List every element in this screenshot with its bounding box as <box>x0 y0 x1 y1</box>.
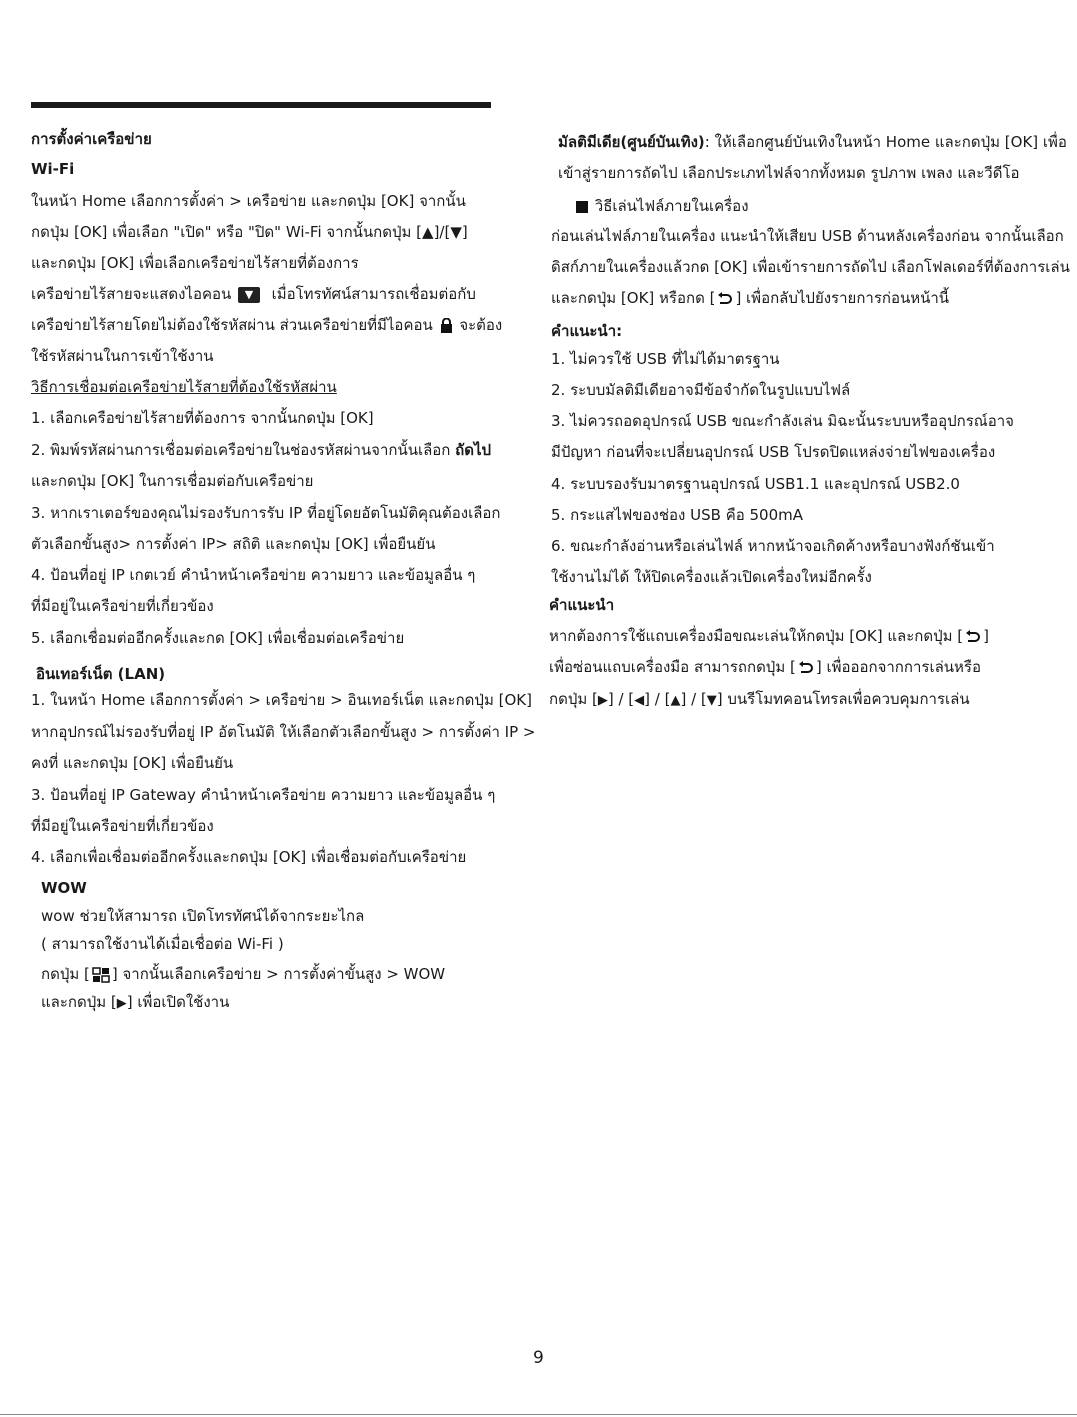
tips2-line-3-part-end: ] บนรีโมทคอนโทรลเพื่อควบคุมการเล่น <box>716 690 970 708</box>
wifi-line-5-part-b: จะต้อง <box>459 316 503 334</box>
back-icon <box>798 661 814 675</box>
lan-step-1: 1. ในหน้า Home เลือกการตั้งค่า > เครือข่าย > อินเทอร์เน็ต และกดปุ่ม [OK] <box>31 691 532 709</box>
password-step-4: 4. ป้อนที่อยู่ IP เกตเวย์ คำนำหน้าเครือข่าย ความยาว และข้อมูลอื่น ๆ <box>31 566 476 584</box>
wow-heading: WOW <box>41 879 87 897</box>
tips2-line-1-part-b: ] <box>983 627 990 645</box>
tips-heading: คำแนะนำ: <box>551 322 623 340</box>
wifi-line-6: ใช้รหัสผ่านในการเข้าใช้งาน <box>31 347 214 365</box>
password-step-5: 5. เลือกเชื่อมต่ออีกครั้งและกด [OK] เพื่อเชื่อมต่อเครือข่าย <box>31 629 405 647</box>
tip-6: 6. ขณะกำลังอ่านหรือเล่นไฟล์ หากหน้าจอเกิดค้างหรือบางฟังก์ชันเข้า <box>551 537 995 555</box>
tips2-line-3-part-a: กดปุ่ม [ <box>549 690 598 708</box>
local-play-line-3 <box>551 288 949 308</box>
lan-step-3-cont: ที่มีอยู่ในเครือข่ายที่เกี่ยวข้อง <box>31 817 214 835</box>
wifi-line-2: กดปุ่ม [OK] เพื่อเลือก "เปิด" หรือ "ปิด" Wi-Fi จากนั้นกดปุ่ม [▲]/[▼] <box>31 223 468 241</box>
tips2-heading: คำแนะนำ <box>549 596 615 614</box>
lan-step-1-cont: หากอุปกรณ์ไม่รองรับที่อยู่ IP อัตโนมัติ ให้เลือกตัวเลือกขั้นสูง > การตั้งค่า IP > <box>31 723 536 741</box>
next-label: ถัดไป <box>455 441 492 459</box>
wow-line-2: ( สามารถใช้งานได้เมื่อเชื่อต่อ Wi-Fi ) <box>41 935 284 953</box>
wow-line-3-part-a: กดปุ่ม [ <box>41 965 90 983</box>
header-rule <box>31 102 491 108</box>
tip-1: 1. ไม่ควรใช้ USB ที่ไม่ได้มาตรฐาน <box>551 350 780 368</box>
tips2-line-3-sep-2: ] / [ <box>644 690 671 708</box>
wow-line-3-part-b: ] จากนั้นเลือกเครือข่าย > การตั้งค่าขั้นสูง > WOW <box>111 965 446 983</box>
wifi-line-4-part-b: เมื่อโทรทัศน์สามารถเชื่อมต่อกับ <box>271 285 476 303</box>
up-arrow-icon: ▲ <box>670 693 681 708</box>
local-play-line-2: ดิสก์ภายในเครื่องแล้วกด [OK] เพื่อเข้ารายการถัดไป เลือกโฟลเดอร์ที่ต้องการเล่น <box>551 258 1070 276</box>
square-bullet-icon <box>576 201 588 213</box>
down-arrow-icon: ▼ <box>706 693 717 708</box>
multimedia-line-1 <box>558 132 1067 152</box>
multimedia-line-2: เข้าสู่รายการถัดไป เลือกประเภทไฟล์จากทั้งหมด รูปภาพ เพลง และวีดีโอ <box>558 164 1020 182</box>
tips2-line-2 <box>549 657 981 677</box>
wifi-icon: ▼ <box>238 287 260 303</box>
lan-step-3: 3. ป้อนที่อยู่ IP Gateway คำนำหน้าเครือข่าย ความยาว และข้อมูลอื่น ๆ <box>31 786 496 804</box>
tips2-line-3 <box>549 689 970 711</box>
wow-line-4-part-b: ] เพื่อเปิดใช้งาน <box>126 993 230 1011</box>
wifi-line-5 <box>31 315 502 335</box>
local-play-heading: วิธีเล่นไฟล์ภายในเครื่อง <box>594 197 749 215</box>
multimedia-line-1-text: : ให้เลือกศูนย์บันเทิงในหน้า Home และกดปุ่ม [OK] เพื่อ <box>704 133 1067 151</box>
network-settings-heading: การตั้งค่าเครือข่าย <box>31 130 152 148</box>
tips2-line-2-part-b: ] เพื่อออกจากการเล่นหรือ <box>815 658 981 676</box>
local-play-line-3-part-b: ] เพื่อกลับไปยังรายการก่อนหน้านี้ <box>735 289 950 307</box>
rewind-icon: ◀ <box>634 693 645 708</box>
back-icon <box>965 630 981 644</box>
back-icon <box>717 292 733 306</box>
password-step-2-text: 2. พิมพ์รหัสผ่านการเชื่อมต่อเครือข่ายในช่องรหัสผ่านจากนั้นเลือก <box>31 441 451 459</box>
multimedia-heading: มัลติมีเดีย(ศูนย์บันเทิง) <box>558 133 705 151</box>
wow-line-1: wow ช่วยให้สามารถ เปิดโทรทัศน์ได้จากระยะไกล <box>41 907 365 925</box>
tip-6-cont: ใช้งานไม่ได้ ให้ปิดเครื่องแล้วเปิดเครื่องใหม่อีกครั้ง <box>551 568 872 586</box>
footer-rule <box>0 1414 1077 1415</box>
tips2-line-1-part-a: หากต้องการใช้แถบเครื่องมือขณะเล่นให้กดปุ่ม [OK] และกดปุ่ม [ <box>549 627 964 645</box>
wow-line-4-part-a: และกดปุ่ม [ <box>41 993 117 1011</box>
page-number: 9 <box>533 1348 544 1368</box>
tips2-line-3-sep-1: ] / [ <box>607 690 635 708</box>
password-method-heading: วิธีการเชื่อมต่อเครือข่ายไร้สายที่ต้องใช้รหัสผ่าน <box>31 378 337 396</box>
wow-line-4 <box>41 992 229 1014</box>
tip-3-cont: มีปัญหา ก่อนที่จะเปลี่ยนอุปกรณ์ USB โปรดปิดแหล่งจ่ายไฟของเครื่อง <box>551 443 996 461</box>
menu-grid-icon <box>92 967 110 983</box>
tip-2: 2. ระบบมัลติมีเดียอาจมีข้อจำกัดในรูปแบบไฟล์ <box>551 381 851 399</box>
lan-step-4: 4. เลือกเพื่อเชื่อมต่ออีกครั้งและกดปุ่ม [OK] เพื่อเชื่อมต่อกับเครือข่าย <box>31 848 467 866</box>
tip-3: 3. ไม่ควรถอดอุปกรณ์ USB ขณะกำลังเล่น มิฉะนั้นระบบหรืออุปกรณ์อาจ <box>551 412 1014 430</box>
password-step-4-cont: ที่มีอยู่ในเครือข่ายที่เกี่ยวข้อง <box>31 597 214 615</box>
tip-4: 4. ระบบรองรับมาตรฐานอุปกรณ์ USB1.1 และอุปกรณ์ USB2.0 <box>551 475 960 493</box>
wifi-line-1: ในหน้า Home เลือกการตั้งค่า > เครือข่าย และกดปุ่ม [OK] จากนั้น <box>31 192 466 210</box>
password-step-1: 1. เลือกเครือข่ายไร้สายที่ต้องการ จากนั้นกดปุ่ม [OK] <box>31 409 374 427</box>
wow-line-3 <box>41 964 445 984</box>
password-step-3-cont: ตัวเลือกขั้นสูง> การตั้งค่า IP> สถิติ และกดปุ่ม [OK] เพื่อยืนยัน <box>31 535 436 553</box>
play-icon: ▶ <box>597 693 608 708</box>
password-step-2-cont: และกดปุ่ม [OK] ในการเชื่อมต่อกับเครือข่าย <box>31 472 314 490</box>
local-play-line-3-part-a: และกดปุ่ม [OK] หรือกด [ <box>551 289 716 307</box>
lan-step-1-cont-2: คงที่ และกดปุ่ม [OK] เพื่อยืนยัน <box>31 754 234 772</box>
tips2-line-1 <box>549 626 989 646</box>
password-step-2 <box>31 440 491 460</box>
local-play-line-1: ก่อนเล่นไฟล์ภายในเครื่อง แนะนำให้เสียบ USB ด้านหลังเครื่องก่อน จากนั้นเลือก <box>551 227 1064 245</box>
tips2-line-2-part-a: เพื่อซ่อนแถบเครื่องมือ สามารถกดปุ่ม [ <box>549 658 796 676</box>
lock-icon <box>440 318 453 333</box>
wifi-line-4 <box>31 284 476 304</box>
play-icon: ▶ <box>116 996 127 1011</box>
wifi-line-5-part-a: เครือข่ายไร้สายโดยไม่ต้องใช้รหัสผ่าน ส่วนเครือข่ายที่มีไอคอน <box>31 316 433 334</box>
wifi-heading: Wi-Fi <box>31 160 75 178</box>
tip-5: 5. กระแสไฟของช่อง USB คือ 500mA <box>551 506 804 524</box>
tips2-line-3-sep-3: ] / [ <box>680 690 707 708</box>
wifi-line-3: และกดปุ่ม [OK] เพื่อเลือกเครือข่ายไร้สายที่ต้องการ <box>31 254 359 272</box>
password-step-3: 3. หากเราเตอร์ของคุณไม่รองรับการรับ IP ที่อยู่โดยอัตโนมัติคุณต้องเลือก <box>31 504 501 522</box>
local-play-heading-row <box>574 196 749 216</box>
lan-heading: อินเทอร์เน็ต (LAN) <box>36 665 166 683</box>
wifi-line-4-part-a: เครือข่ายไร้สายจะแสดงไอคอน <box>31 285 232 303</box>
